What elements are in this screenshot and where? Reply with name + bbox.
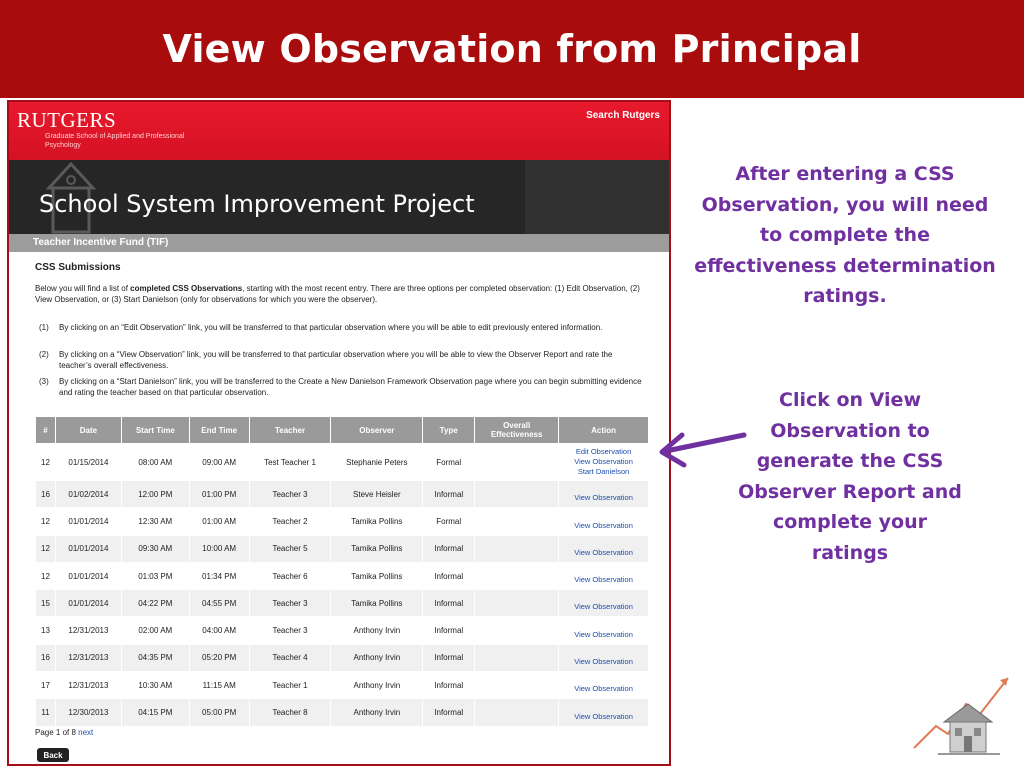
row-observer: Anthony Irvin	[331, 699, 423, 726]
rutgers-logo-subtitle: Graduate School of Applied and Professional Psychology	[45, 133, 185, 149]
table-row	[36, 672, 649, 699]
search-rutgers-link[interactable]: Search Rutgers	[586, 110, 660, 121]
table-row	[36, 590, 649, 617]
row-overall-effectiveness	[475, 444, 559, 481]
row-type: Informal	[423, 644, 475, 671]
row-teacher: Test Teacher 1	[249, 444, 331, 481]
row-teacher: Teacher 2	[249, 508, 331, 535]
row-num: 16	[36, 644, 56, 671]
row-num: 15	[36, 590, 56, 617]
row-date: 12/31/2013	[55, 644, 121, 671]
intro-text-bold: completed CSS Observations	[130, 284, 243, 293]
pager	[35, 728, 93, 737]
row-num: 12	[36, 508, 56, 535]
option-text: By clicking on an “Edit Observation” link, you will be transferred to that particular observation where you will be able to edit previously entered information.	[59, 323, 603, 332]
section-heading: CSS Submissions	[35, 262, 121, 273]
callout-instructions: After entering a CSS Observation, you will need to complete the effectiveness determination ratings.	[694, 163, 996, 307]
intro-text-start: Below you will find a list of	[35, 284, 131, 293]
table-row	[36, 444, 649, 481]
table-header-row	[36, 417, 649, 444]
row-num: 12	[36, 444, 56, 481]
header-num[interactable]: #	[36, 417, 56, 444]
view-observation-link[interactable]: View Observation	[574, 457, 633, 466]
row-start-time: 09:30 AM	[121, 535, 189, 562]
row-teacher: Teacher 3	[249, 481, 331, 508]
header-type[interactable]: Type	[423, 417, 475, 444]
row-action-cell	[559, 562, 649, 589]
row-action-cell	[559, 508, 649, 535]
table-row	[36, 617, 649, 644]
row-overall-effectiveness	[475, 508, 559, 535]
pager-text: Page 1 of 8	[35, 728, 79, 737]
table-row	[36, 699, 649, 726]
row-end-time: 11:15 AM	[189, 672, 249, 699]
view-observation-link[interactable]: View Observation	[574, 629, 633, 639]
row-observer: Steve Heisler	[331, 481, 423, 508]
row-action-cell	[559, 617, 649, 644]
row-end-time: 09:00 AM	[189, 444, 249, 481]
view-observation-link[interactable]: View Observation	[574, 547, 633, 557]
view-observation-link[interactable]: View Observation	[574, 684, 633, 694]
row-teacher: Teacher 1	[249, 672, 331, 699]
row-teacher: Teacher 3	[249, 590, 331, 617]
row-type: Informal	[423, 535, 475, 562]
back-button[interactable]: Back	[37, 748, 69, 762]
row-action-cell	[559, 644, 649, 671]
table-row	[36, 562, 649, 589]
table-row	[36, 481, 649, 508]
row-date: 12/30/2013	[55, 699, 121, 726]
row-type: Formal	[423, 444, 475, 481]
row-end-time: 01:00 PM	[189, 481, 249, 508]
banner-stripe	[525, 160, 669, 234]
slide-title-bar	[0, 0, 1024, 98]
row-date: 01/02/2014	[55, 481, 121, 508]
row-teacher: Teacher 8	[249, 699, 331, 726]
row-num: 11	[36, 699, 56, 726]
row-observer: Tamika Pollins	[331, 508, 423, 535]
view-observation-link[interactable]: View Observation	[574, 657, 633, 667]
row-overall-effectiveness	[475, 535, 559, 562]
row-date: 01/01/2014	[55, 535, 121, 562]
header-start-time[interactable]: Start Time	[121, 417, 189, 444]
row-action-cell	[559, 590, 649, 617]
row-type: Formal	[423, 508, 475, 535]
row-start-time: 04:22 PM	[121, 590, 189, 617]
row-end-time: 05:00 PM	[189, 699, 249, 726]
house-growth-logo-icon	[908, 670, 1020, 762]
row-date: 01/01/2014	[55, 562, 121, 589]
table-row	[36, 644, 649, 671]
row-overall-effectiveness	[475, 617, 559, 644]
row-date: 01/01/2014	[55, 590, 121, 617]
row-action-cell	[559, 672, 649, 699]
row-observer: Tamika Pollins	[331, 590, 423, 617]
view-observation-link[interactable]: View Observation	[574, 575, 633, 585]
row-num: 17	[36, 672, 56, 699]
row-action-cell	[559, 535, 649, 562]
row-observer: Tamika Pollins	[331, 562, 423, 589]
row-end-time: 10:00 AM	[189, 535, 249, 562]
start-danielson-link[interactable]: Start Danielson	[577, 467, 630, 476]
view-observation-link[interactable]: View Observation	[574, 493, 633, 503]
row-start-time: 01:03 PM	[121, 562, 189, 589]
header-teacher[interactable]: Teacher	[249, 417, 331, 444]
row-observer: Stephanie Peters	[331, 444, 423, 481]
option-text: By clicking on a “Start Danielson” link, you will be transferred to the Create a New Danielson Framework Observation page where you can begin submitting evidence and rating the teacher based on that particular observation.	[59, 377, 642, 397]
row-end-time: 04:55 PM	[189, 590, 249, 617]
table-row	[36, 535, 649, 562]
intro-text	[35, 283, 645, 305]
row-type: Informal	[423, 481, 475, 508]
header-end-time[interactable]: End Time	[189, 417, 249, 444]
row-type: Informal	[423, 672, 475, 699]
row-teacher: Teacher 3	[249, 617, 331, 644]
row-start-time: 12:00 PM	[121, 481, 189, 508]
row-end-time: 05:20 PM	[189, 644, 249, 671]
header-overall-effectiveness[interactable]: Overall Effectiveness	[475, 417, 559, 444]
edit-observation-link[interactable]: Edit Observation	[575, 447, 632, 456]
row-overall-effectiveness	[475, 672, 559, 699]
row-end-time: 04:00 AM	[189, 617, 249, 644]
row-observer: Anthony Irvin	[331, 644, 423, 671]
row-overall-effectiveness	[475, 481, 559, 508]
option-text: By clicking on a “View Observation” link, you will be transferred to that particular observation where you will be able to view the Observer Report and rate the teacher’s overall effectiveness.	[59, 350, 613, 370]
row-teacher: Teacher 4	[249, 644, 331, 671]
row-date: 01/15/2014	[55, 444, 121, 481]
option-number: (1)	[39, 323, 49, 332]
table-body	[36, 444, 649, 727]
section-bar: Teacher Incentive Fund (TIF)	[9, 234, 669, 252]
header-observer[interactable]: Observer	[331, 417, 423, 444]
row-start-time: 10:30 AM	[121, 672, 189, 699]
pager-next-link[interactable]: next	[78, 728, 94, 737]
rutgers-logo[interactable]: RUTGERS	[17, 108, 117, 132]
row-overall-effectiveness	[475, 562, 559, 589]
row-observer: Anthony Irvin	[331, 617, 423, 644]
row-date: 01/01/2014	[55, 508, 121, 535]
project-title: School System Improvement Project	[39, 190, 475, 218]
row-date: 12/31/2013	[55, 672, 121, 699]
row-type: Informal	[423, 590, 475, 617]
row-observer: Anthony Irvin	[331, 672, 423, 699]
row-end-time: 01:00 AM	[189, 508, 249, 535]
row-type: Informal	[423, 617, 475, 644]
row-action-cell	[559, 444, 649, 481]
app-screenshot	[7, 100, 671, 766]
intro-text-end: , starting with the most recent entry. There are three options per completed observation: (1) Edit Observation, (2) View Observation, or (3) Start Danielson (only for observations for which you were the observer).	[35, 284, 640, 304]
row-start-time: 04:35 PM	[121, 644, 189, 671]
option-number: (3)	[39, 377, 49, 386]
callout-click-view: Click on View Observation to generate the CSS Observer Report and complete your ratings	[738, 389, 962, 564]
row-num: 12	[36, 535, 56, 562]
row-overall-effectiveness	[475, 590, 559, 617]
row-num: 16	[36, 481, 56, 508]
slide-title: View Observation from Principal	[162, 27, 862, 71]
row-date: 12/31/2013	[55, 617, 121, 644]
row-start-time: 12:30 AM	[121, 508, 189, 535]
row-start-time: 08:00 AM	[121, 444, 189, 481]
rutgers-header	[9, 102, 669, 160]
option-number: (2)	[39, 350, 49, 359]
row-teacher: Teacher 6	[249, 562, 331, 589]
row-teacher: Teacher 5	[249, 535, 331, 562]
table-row	[36, 508, 649, 535]
observations-table	[35, 416, 649, 727]
row-num: 13	[36, 617, 56, 644]
row-overall-effectiveness	[475, 644, 559, 671]
row-type: Informal	[423, 699, 475, 726]
view-observation-link[interactable]: View Observation	[574, 520, 633, 530]
row-num: 12	[36, 562, 56, 589]
row-type: Informal	[423, 562, 475, 589]
row-start-time: 04:15 PM	[121, 699, 189, 726]
row-overall-effectiveness	[475, 699, 559, 726]
view-observation-link[interactable]: View Observation	[574, 711, 633, 721]
view-observation-link[interactable]: View Observation	[574, 602, 633, 612]
content-area	[33, 252, 649, 766]
project-banner	[9, 160, 669, 234]
row-start-time: 02:00 AM	[121, 617, 189, 644]
header-date[interactable]: Date	[55, 417, 121, 444]
row-observer: Tamika Pollins	[331, 535, 423, 562]
header-action: Action	[559, 417, 649, 444]
row-action-cell	[559, 699, 649, 726]
left-arrow-icon	[652, 425, 748, 469]
row-end-time: 01:34 PM	[189, 562, 249, 589]
row-action-cell	[559, 481, 649, 508]
